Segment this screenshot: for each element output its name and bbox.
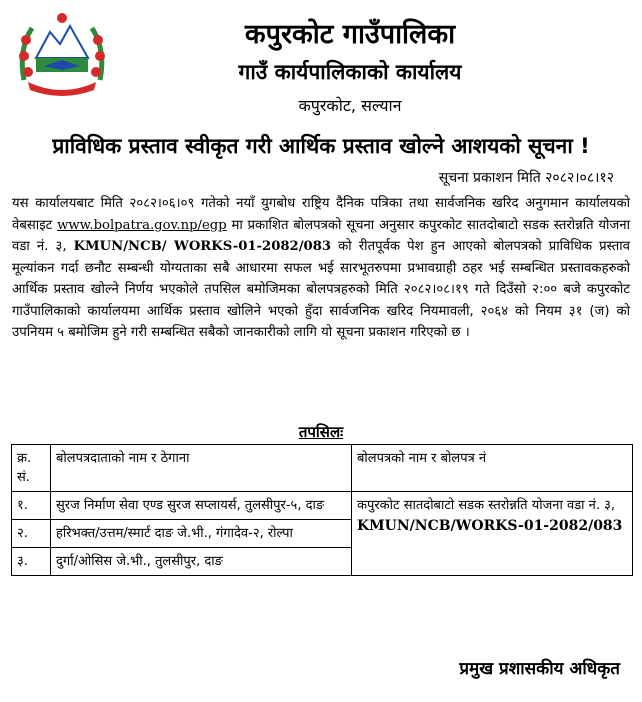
table-header-row — [12, 445, 633, 492]
work-cell — [352, 492, 633, 576]
row-sn: २. — [12, 520, 51, 548]
office-location: कपुरकोट, सल्यान — [298, 96, 402, 115]
office-subtitle: गाउँ कार्यपालिकाको कार्यालय — [238, 60, 462, 84]
row-bidder: हरिभक्त/उत्तम/स्मार्ट दाङ जे.भी., गंगादेव-२, रोल्पा — [51, 520, 352, 548]
col-header-sn: क्र. सं. — [12, 445, 51, 492]
publish-date: सूचना प्रकाशन मिति २०८२।०८।१२ — [438, 170, 614, 186]
table-row — [12, 492, 633, 520]
row-sn: ३. — [12, 548, 51, 576]
office-name: कपुरकोट गाउँपालिका — [244, 19, 456, 50]
row-bidder: सुरज निर्माण सेवा एण्ड सुरज सप्लायर्स, तुलसीपुर-५, दाङ — [51, 492, 352, 520]
row-sn: १. — [12, 492, 51, 520]
notice-body — [12, 193, 630, 344]
notice-title: प्राविधिक प्रस्ताव स्वीकृत गरी आर्थिक प्रस्ताव खोल्ने आशयको सूचना ! — [52, 134, 590, 158]
government-emblem-icon — [14, 10, 110, 98]
bid-table — [11, 444, 633, 576]
body-text-part2: मा प्रकाशित बोलपत्रको सूचना अनुसार कपुरकोट सातदोबाटो सडक स्तरोन्नति योजना वडा नं. ३, — [12, 217, 630, 254]
work-code: KMUN/NCB/WORKS-01-2082/083 — [357, 518, 623, 534]
col-header-bidder: बोलपत्रदाताको नाम र ठेगाना — [51, 445, 352, 492]
col-header-work: बोलपत्रको नाम र बोलपत्र नं — [352, 445, 633, 492]
work-name: कपुरकोट सातदोबाटो सडक स्तरोन्नति योजना वडा नं. ३, — [357, 498, 616, 513]
body-text-part3: को रीतपूर्वक पेश हुन आएको बोलपत्रको प्राविधिक प्रस्ताव मूल्यांकन गर्दा छनौट सम्बन्धी योग्यताका सबै आधारमा सफल भई सारभूतरुपमा प्रभावग्राही ठहर भई सम्बन्धित प्रस्तावकहरुको आर्थिक प्रस्ताव खोल्ने निर्णय भएकोले तपसिल बमोजिमका बोलपत्रहरुको मिति २०८२।०८।१९ गते दिउँसो २:०० बजे कपुरकोट गाउँपालिकाको कार्यालयमा आर्थिक प्रस्ताव खोलिने भएको हुँदा सार्वजनिक खरिद नियमावली, २०६४ को नियम ३१ (ज) को उपनियम ५ बमोजिम हुने गरी सम्बन्धित सबैको जानकारीको लागि यो सूचना प्रकाशन गरिएको छ । — [12, 239, 631, 340]
schedule-heading: तपसिलः — [298, 423, 344, 441]
egp-link[interactable]: www.bolpatra.gov.np/egp — [57, 217, 227, 233]
body-text-part1: यस कार्यालयबाट मिति २०८२।०६।०९ गतेको नयाँ युगबोध राष्ट्रिय दैनिक पत्रिका तथा सार्वजनिक खरिद अनुगमान कार्यालयको वेबसाइट — [12, 196, 630, 233]
bid-code-inline: KMUN/NCB/ WORKS-01-2082/083 — [73, 239, 332, 254]
row-bidder: दुर्गा/ओसिस जे.भी., तुलसीपुर, दाङ — [51, 548, 352, 576]
signatory-title: प्रमुख प्रशासकीय अधिकृत — [459, 659, 620, 679]
